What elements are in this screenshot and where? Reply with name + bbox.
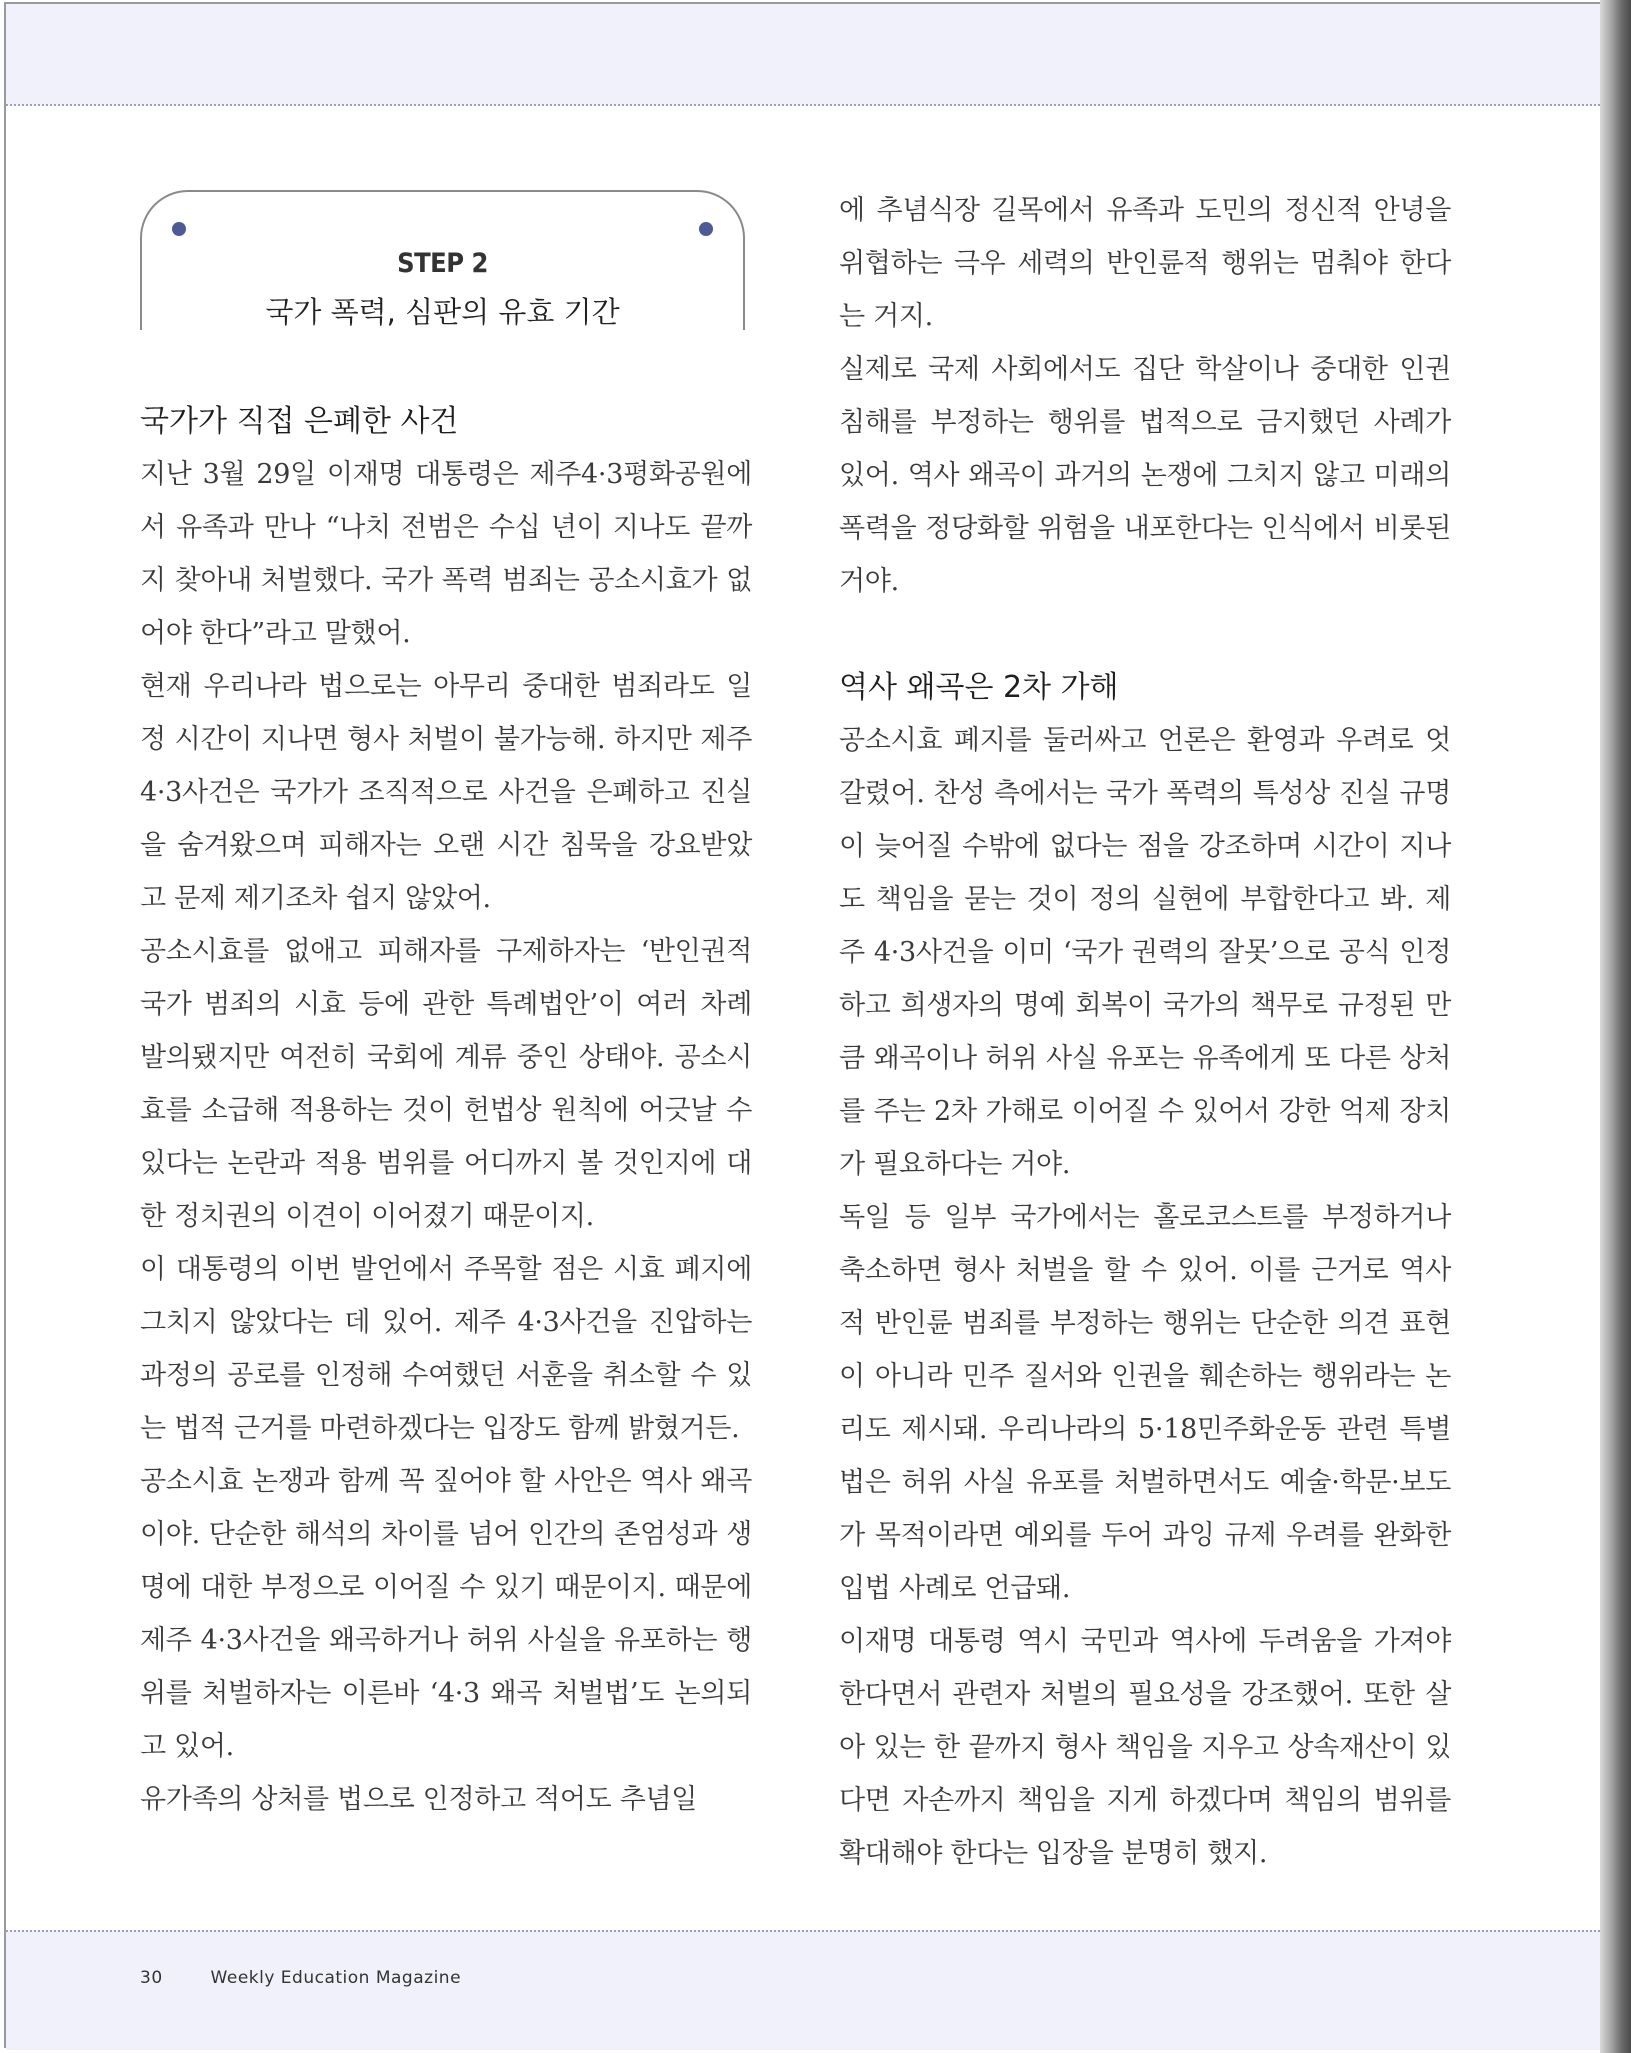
step-title: 국가 폭력, 심판의 유효 기간 [265, 295, 620, 329]
paragraph: 유가족의 상처를 법으로 인정하고 적어도 추념일 [140, 1784, 698, 1815]
step-label: STEP 2 [397, 248, 488, 279]
paragraph: 독일 등 일부 국가에서는 홀로코스트를 부정하거나 축소하면 형사 처벌을 할 수 있어. 이를 근거로 역사적 반인륜 범죄를 부정하는 행위는 단순한 의견 표현이 아니라 민주 질서와 인권을 훼손하는 행위라는 논리도 제시돼. 우리나라의 5·18민주화운동 관련 특별법은 허위 사실 유포를 처벌하면서도 예술·학문·보도가 목적이라면 예외를 두어 과잉 규제 우려를 완화한 입법 사례로 언급돼. [839, 1202, 1451, 1604]
paragraph: 지난 3월 29일 이재명 대통령은 제주4·3평화공원에서 유족과 만나 “나치 전범은 수십 년이 지나도 끝까지 찾아내 처벌했다. 국가 폭력 범죄는 공소시효가 없어야 한다”라고 말했어. [140, 459, 752, 649]
step-box [140, 190, 745, 330]
page-fold-shadow [1600, 0, 1631, 2053]
section-heading: 국가가 직접 은폐한 사건 [140, 404, 459, 439]
page-number: 30 [140, 1968, 163, 1988]
top-margin-band [6, 4, 1600, 106]
section-heading: 역사 왜곡은 2차 가해 [839, 670, 1119, 705]
paragraph: 에 추념식장 길목에서 유족과 도민의 정신적 안녕을 위협하는 극우 세력의 반인륜적 행위는 멈춰야 한다는 거지. [839, 195, 1451, 332]
decorative-dot-icon [699, 222, 713, 236]
paragraph: 현재 우리나라 법으로는 아무리 중대한 범죄라도 일정 시간이 지나면 형사 처벌이 불가능해. 하지만 제주 4·3사건은 국가가 조직적으로 사건을 은폐하고 진실을 숨겨왔으며 피해자는 오랜 시간 침묵을 강요받았고 문제 제기조차 쉽지 않았어. [140, 671, 752, 914]
paragraph: 공소시효 논쟁과 함께 꼭 짚어야 할 사안은 역사 왜곡이야. 단순한 해석의 차이를 넘어 인간의 존엄성과 생명에 대한 부정으로 이어질 수 있기 때문이지. 때문에 제주 4·3사건을 왜곡하거나 허위 사실을 유포하는 행위를 처벌하자는 이른바 ‘4·3 왜곡 처벌법’도 논의되고 있어. [140, 1466, 752, 1762]
paragraph: 공소시효를 없애고 피해자를 구제하자는 ‘반인권적 국가 범죄의 시효 등에 관한 특례법안’이 여러 차례 발의됐지만 여전히 국회에 계류 중인 상태야. 공소시효를 소급해 적용하는 것이 헌법상 원칙에 어긋날 수 있다는 논란과 적용 범위를 어디까지 볼 것인지에 대한 정치권의 이견이 이어졌기 때문이지. [140, 936, 752, 1232]
paragraph: 실제로 국제 사회에서도 집단 학살이나 중대한 인권 침해를 부정하는 행위를 법적으로 금지했던 사례가 있어. 역사 왜곡이 과거의 논쟁에 그치지 않고 미래의 폭력을 정당화할 위험을 내포한다는 인식에서 비롯된 거야. [839, 354, 1451, 597]
paragraph: 이재명 대통령 역시 국민과 역사에 두려움을 가져야 한다면서 관련자 처벌의 필요성을 강조했어. 또한 살아 있는 한 끝까지 형사 책임을 지우고 상속재산이 있다면 자손까지 책임을 지게 하겠다며 책임의 범위를 확대해야 한다는 입장을 분명히 했지. [839, 1626, 1451, 1869]
magazine-name: Weekly Education Magazine [210, 1968, 462, 1988]
right-column [839, 184, 1451, 1880]
decorative-dot-icon [172, 222, 186, 236]
bottom-margin-band [6, 1930, 1600, 2050]
paragraph: 이 대통령의 이번 발언에서 주목할 점은 시효 폐지에 그치지 않았다는 데 있어. 제주 4·3사건을 진압하는 과정의 공로를 인정해 수여했던 서훈을 취소할 수 있는 법적 근거를 마련하겠다는 입장도 함께 밝혔거든. [140, 1254, 752, 1444]
paragraph: 공소시효 폐지를 둘러싸고 언론은 환영과 우려로 엇갈렸어. 찬성 측에서는 국가 폭력의 특성상 진실 규명이 늦어질 수밖에 없다는 점을 강조하며 시간이 지나도 책임을 묻는 것이 정의 실현에 부합한다고 봐. 제주 4·3사건을 이미 ‘국가 권력의 잘못’으로 공식 인정하고 희생자의 명예 회복이 국가의 책무로 규정된 만큼 왜곡이나 허위 사실 유포는 유족에게 또 다른 상처를 주는 2차 가해로 이어질 수 있어서 강한 억제 장치가 필요하다는 거야. [839, 725, 1451, 1180]
page-footer [140, 1968, 461, 1988]
left-column [140, 395, 752, 1826]
